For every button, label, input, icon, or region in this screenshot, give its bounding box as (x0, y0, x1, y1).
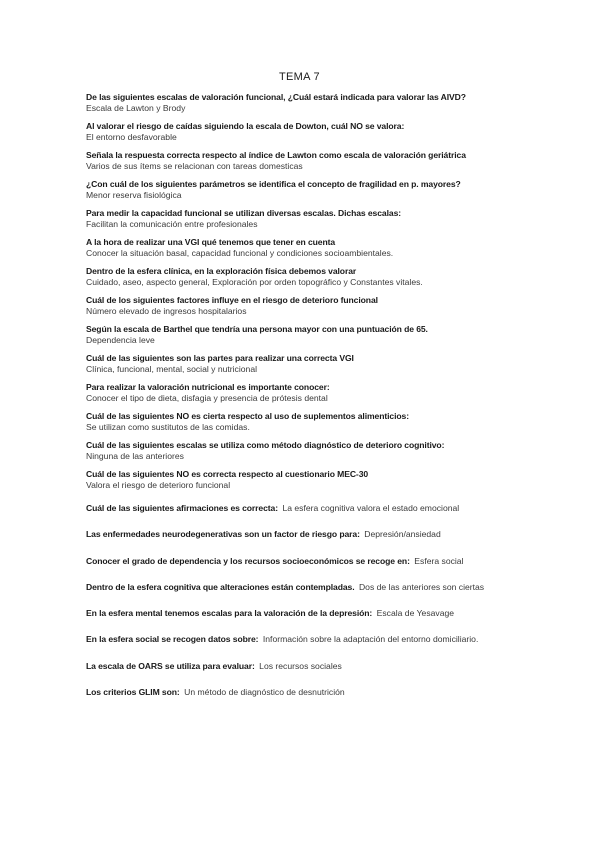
answer-text: Número elevado de ingresos hospitalarios (86, 306, 247, 316)
answer-text: Un método de diagnóstico de desnutrición (184, 687, 345, 698)
question-item (86, 150, 566, 172)
question-text: En la esfera social se recogen datos sobre: (86, 634, 259, 645)
answer-text: Información sobre la adaptación del entorno domiciliario. (262, 634, 479, 645)
answer-text: La esfera cognitiva valora el estado emocional (282, 503, 460, 513)
question-text: Señala la respuesta correcta respecto al índice de Lawton como escala de valoración geriátrica (86, 150, 466, 160)
answer-text: Esfera social (414, 555, 464, 566)
question-text: Al valorar el riesgo de caídas siguiendo la escala de Dowton, cuál NO se valora: (86, 121, 405, 131)
question-list (86, 92, 566, 708)
answer-text: Cuidado, aseo, aspecto general, Exploración por orden topográfico y Constantes vitales. (86, 277, 423, 287)
question-text: A la hora de realizar una VGI qué tenemos que tener en cuenta (86, 237, 336, 247)
answer-text: Depresión/ansiedad (364, 529, 441, 540)
answer-text: Facilitan la comunicación entre profesionales (86, 219, 258, 229)
question-item (86, 440, 566, 462)
question-item-inline (86, 656, 566, 674)
question-text: La escala de OARS se utiliza para evaluar: (86, 660, 255, 671)
question-text: Dentro de la esfera cognitiva que alteraciones están contempladas. (86, 581, 355, 592)
question-text: Dentro de la esfera clínica, en la exploración física debemos valorar (86, 266, 357, 276)
question-item (86, 179, 566, 201)
question-item (86, 411, 566, 433)
question-item-inline (86, 524, 566, 542)
question-item-inline (86, 577, 566, 595)
answer-text: Valora el riesgo de deterioro funcional (86, 480, 231, 490)
question-text: Conocer el grado de dependencia y los recursos socioeconómicos se recoge en: (86, 555, 410, 566)
question-text: En la esfera mental tenemos escalas para la valoración de la depresión: (86, 608, 373, 619)
answer-text: Ninguna de las anteriores (86, 451, 184, 461)
answer-text: Dependencia leve (86, 335, 155, 345)
question-item (86, 92, 566, 114)
question-text: De las siguientes escalas de valoración funcional, ¿Cuál estará indicada para valorar las AIVD? (86, 92, 466, 102)
question-text: Cuál de las siguientes NO es cierta respecto al uso de suplementos alimenticios: (86, 411, 409, 421)
question-item (86, 295, 566, 317)
answer-text: Escala de Lawton y Brody (86, 103, 186, 113)
answer-text: Dos de las anteriores son ciertas (358, 581, 485, 592)
question-text: Cuál de las siguientes escalas se utiliza como método diagnóstico de deterioro cognitivo: (86, 440, 445, 450)
answer-text: Escala de Yesavage (376, 608, 455, 619)
question-item (86, 208, 566, 230)
question-item (86, 469, 566, 491)
answer-text: El entorno desfavorable (86, 132, 177, 142)
question-text: Cuál de los siguientes factores influye en el riesgo de deterioro funcional (86, 295, 378, 305)
question-item-inline (86, 498, 566, 516)
question-text: Las enfermedades neurodegenerativas son un factor de riesgo para: (86, 529, 360, 540)
question-item-inline (86, 603, 566, 621)
answer-text: Menor reserva fisiológica (86, 190, 182, 200)
question-text: Para realizar la valoración nutricional es importante conocer: (86, 382, 330, 392)
answer-text: Clínica, funcional, mental, social y nutricional (86, 364, 258, 374)
question-item (86, 266, 566, 288)
question-text: Para medir la capacidad funcional se utilizan diversas escalas. Dichas escalas: (86, 208, 402, 218)
answer-text: Los recursos sociales (259, 660, 342, 671)
answer-text: Varios de sus ítems se relacionan con tareas domesticas (86, 161, 303, 171)
question-text: Los criterios GLIM son: (86, 687, 180, 698)
question-text: Cuál de las siguientes NO es correcta respecto al cuestionario MEC-30 (86, 469, 369, 479)
question-item-inline (86, 629, 566, 647)
answer-text: Se utilizan como sustitutos de las comidas. (86, 422, 250, 432)
question-item (86, 324, 566, 346)
question-text: Cuál de las siguientes son las partes para realizar una correcta VGI (86, 353, 354, 363)
page-title: TEMA 7 (279, 71, 320, 83)
question-text: Según la escala de Barthel que tendría una persona mayor con una puntuación de 65. (86, 324, 428, 334)
question-item (86, 121, 566, 143)
question-item-inline (86, 682, 566, 700)
question-item (86, 237, 566, 259)
question-item-inline (86, 551, 566, 569)
question-text: Cuál de las siguientes afirmaciones es correcta: (86, 503, 278, 513)
question-text: ¿Con cuál de los siguientes parámetros se identifica el concepto de fragilidad en p. mayores? (86, 179, 461, 189)
question-item (86, 353, 566, 375)
answer-text: Conocer el tipo de dieta, disfagia y presencia de prótesis dental (86, 393, 328, 403)
answer-text: Conocer la situación basal, capacidad funcional y condiciones socioambientales. (86, 248, 394, 258)
question-item (86, 382, 566, 404)
